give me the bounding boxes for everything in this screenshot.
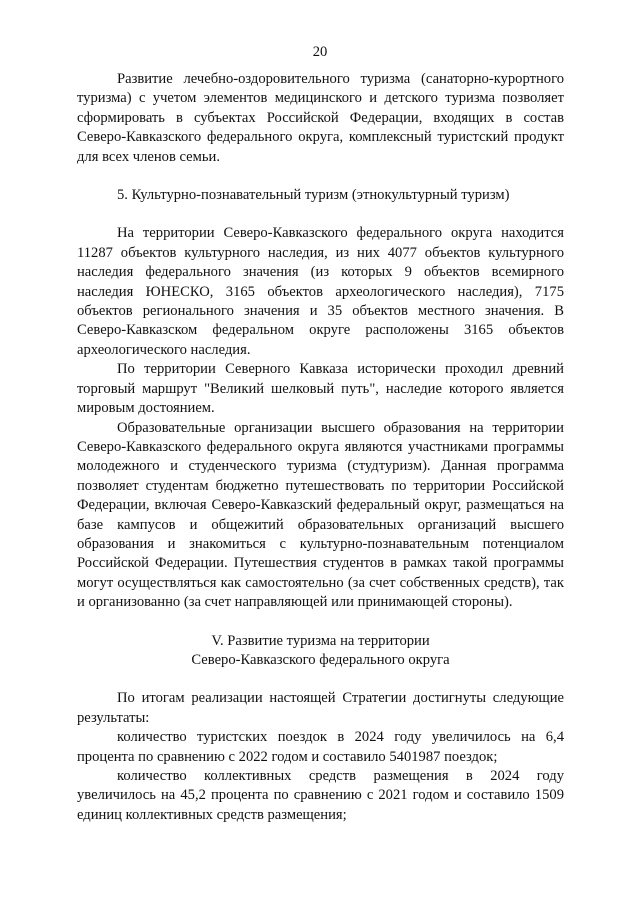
section-title-line2: Северо-Кавказского федерального округа [191,651,450,668]
page-number: 20 [312,44,328,60]
paragraph-student-tourism: Образовательные организации высшего образования на территории Северо-Кавказского федерального округа являются участниками программы молодежного и студенческого туризма (студтуризм). Данная программа позволяет студентам бюджетно путешествовать по территории Российской Федерации, включая Северо-Кавказский федеральный округ, размещаться на базе кампусов и общежитий образовательных организаций высшего образования и знакомиться с культурно-познавательным потенциалом Российской Федерации. Путешествия студентов в рамках такой программы могут осуществляться как самостоятельно (за счет собственных средств), так и организованно (за счет направляющей или принимающей стороны). [77,419,564,611]
paragraph-result-accommodation: количество коллективных средств размещения в 2024 году увеличилось на 45,2 процента по сравнению с 2021 годом и составило 1509 единиц коллективных средств размещения; [77,768,564,823]
page-content [77,70,564,825]
heading-cultural-tourism: 5. Культурно-познавательный туризм (этнокультурный туризм) [117,187,510,204]
paragraph-silk-road: По территории Северного Кавказа исторически проходил древний торговый маршрут "Великий шелковый путь", наследие которого является мировым достоянием. [77,361,564,417]
paragraph-results-intro: По итогам реализации настоящей Стратегии достигнуты следующие результаты: [77,690,564,726]
paragraph-result-trips: количество туристских поездок в 2024 году увеличилось на 6,4 процента по сравнению с 2022 годом и составило 5401987 поездок; [77,729,564,765]
paragraph-medical-tourism: Развитие лечебно-оздоровительного туризма (санаторно-курортного туризма) с учетом элементов медицинского и детского туризма позволяет сформировать в субъектах Российской Федерации, входящих в состав Северо-Кавказского федерального округа, комплексный туристский продукт для всех членов семьи. [77,71,564,165]
paragraph-cultural-heritage: На территории Северо-Кавказского федерального округа находится 11287 объектов культурного наследия, из них 4077 объектов культурного наследия федерального значения (из которых 9 объектов всемирного наследия ЮНЕСКО, 3165 объектов археологического наследия), 7175 объектов регионального значения и 35 объектов местного значения. В Северо-Кавказском федеральном округе расположены 3165 объектов археологического наследия. [77,225,564,358]
section-title-line1: V. Развитие туризма на территории [211,632,430,649]
